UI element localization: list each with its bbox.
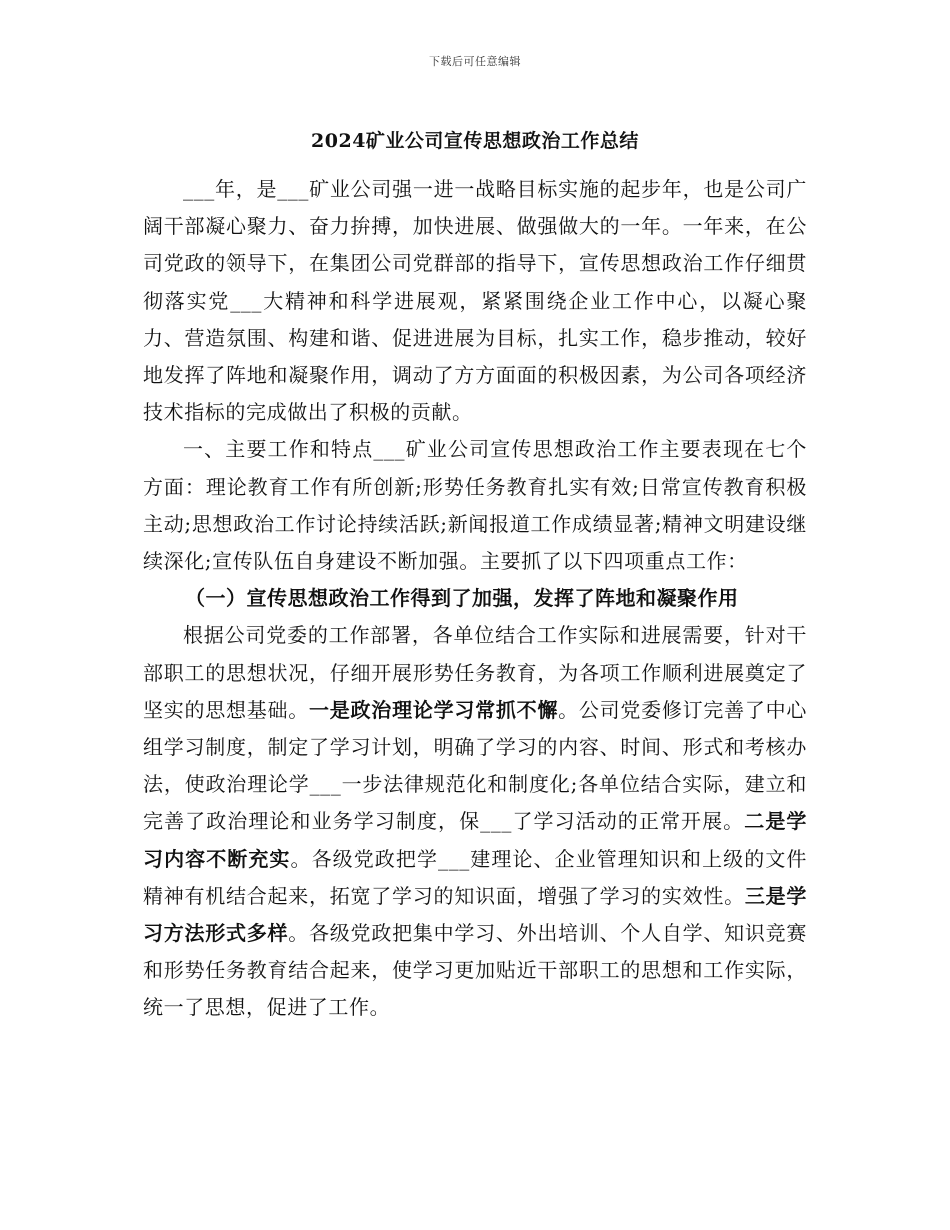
key-point-1: 一是政治理论学习常抓不懈: [309, 697, 559, 722]
overview-paragraph: 一、主要工作和特点___矿业公司宣传思想政治工作主要表现在七个方面：理论教育工作有所创新;形势任务教育扎实有效;日常宣传教育积极主动;思想政治工作讨论持续活跃;新闻报道工作成绩显著;精神文明建设继续深化;宣传队伍自身建设不断加强。主要抓了以下四项重点工作：: [143, 437, 807, 574]
document-title: 2024矿业公司宣传思想政治工作总结: [311, 130, 639, 152]
section-text-c: 。各级党政把学___建理论、企业管理知识和上级的文件精神有机结合起来，拓宽了学习的知识面，增强了学习的实效性。: [143, 846, 807, 908]
key-point-3: 三是学习方法形式多样: [143, 883, 807, 946]
section-heading: （一）宣传思想政治工作得到了加强，发挥了阵地和凝聚作用: [185, 586, 739, 611]
section-text-d: 。各级党政把集中学习、外出培训、个人自学、知识竞赛和形势任务教育结合起来，使学习更加贴近干部职工的思想和工作实际，统一了思想，促进了工作。: [143, 921, 808, 1020]
document-body: [143, 171, 807, 1027]
key-point-2: 二是学习内容不断充实: [143, 809, 807, 871]
section-paragraph: [143, 617, 807, 1026]
section-text-b: 。公司党委修订完善了中心组学习制度，制定了学习计划，明确了学习的内容、时间、形式和考核办法，使政治理论学___一步法律规范化和制度化;各单位结合实际，建立和完善了政治理论和业务学习制度，保___了学习活动的正常开展。: [143, 697, 808, 834]
section-text-a: 根据公司党委的工作部署，各单位结合工作实际和进展需要，针对干部职工的思想状况，仔细开展形势任务教育，为各项工作顺利进展奠定了坚实的思想基础。: [143, 623, 807, 722]
page-header-note: 下载后可任意编辑: [429, 55, 521, 68]
intro-paragraph: ___年，是___矿业公司强一进一战略目标实施的起步年，也是公司广阔干部凝心聚力、奋力拚搏，加快进展、做强做大的一年。一年来，在公司党政的领导下，在集团公司党群部的指导下，宣传思想政治工作仔细贯彻落实党___大精神和科学进展观，紧紧围绕企业工作中心，以凝心聚力、营造氛围、构建和谐、促进进展为目标，扎实工作，稳步推动，较好地发挥了阵地和凝聚作用，调动了方方面面的积极因素，为公司各项经济技术指标的完成做出了积极的贡献。: [143, 177, 807, 425]
